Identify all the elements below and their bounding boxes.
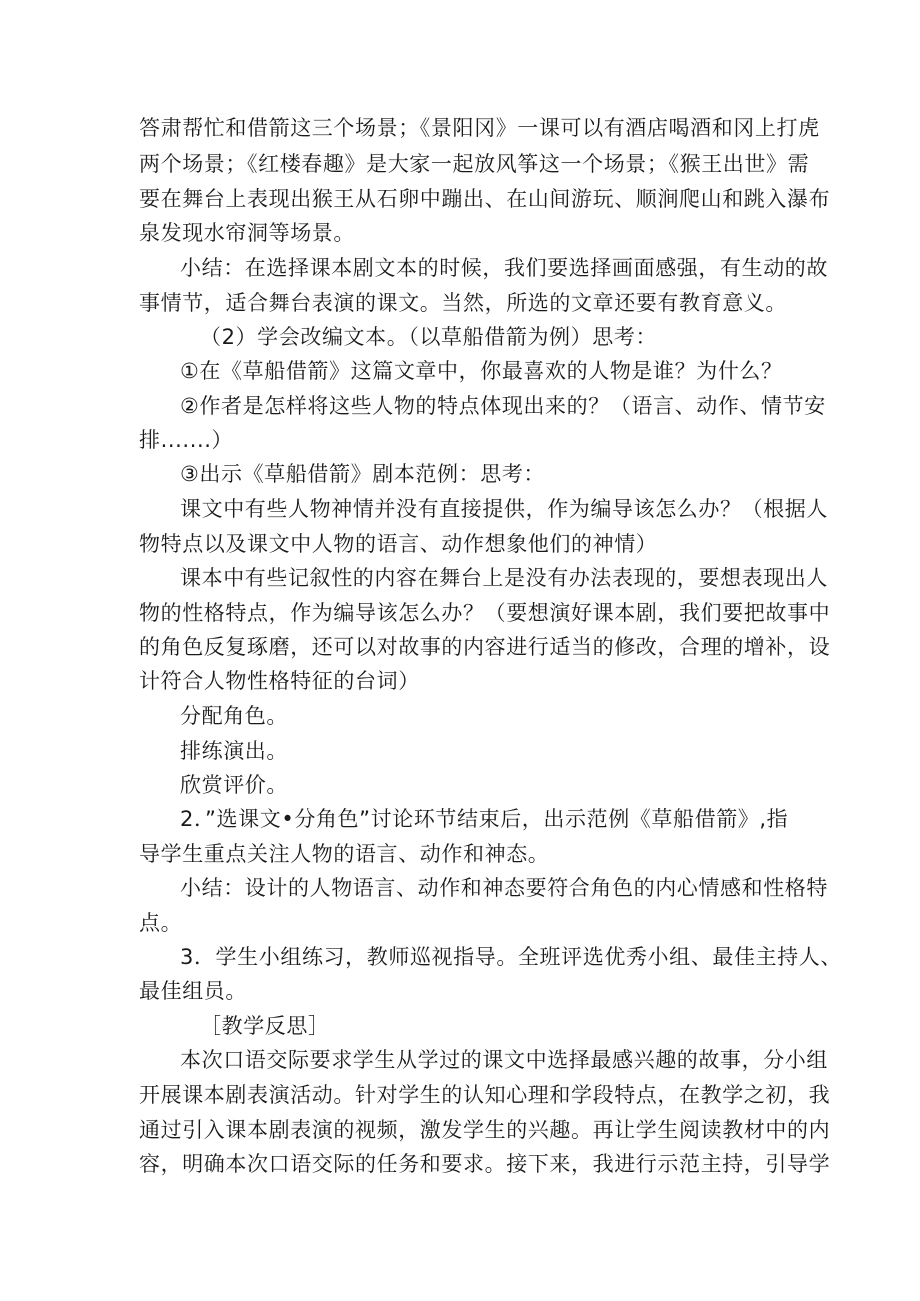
text-line: 要在舞台上表现出猴王从石卵中蹦出、在山间游玩、顺涧爬山和跳入瀑布 xyxy=(139,187,831,211)
text-line: 分配角色。 xyxy=(180,704,288,728)
text-line: 的角色反复琢磨，还可以对故事的内容进行适当的修改，合理的增补，设 xyxy=(139,635,831,659)
text-line: 点。 xyxy=(139,911,183,935)
text-line: 计符合人物性格特征的台词） xyxy=(139,669,420,693)
text-line: 答肃帮忙和借箭这三个场景；《景阳冈》一课可以有酒店喝酒和冈上打虎 xyxy=(139,116,820,140)
text-line: 开展课本剧表演活动。针对学生的认知心理和学段特点，在教学之初，我 xyxy=(139,1083,831,1107)
text-line: ③出示《草船借箭》剧本范例：思考： xyxy=(180,462,546,486)
text-line: 3．学生小组练习，教师巡视指导。全班评选优秀小组、最佳主持人、 xyxy=(180,945,842,969)
text-line: （2）学会改编文本。（以草船借箭为例）思考： xyxy=(200,325,658,349)
text-line: 小结：设计的人物语言、动作和神态要符合角色的内心情感和性格特 xyxy=(180,876,828,900)
section-heading: ［教学反思］ xyxy=(200,1014,330,1038)
text-line: ①在《草船借箭》这篇文章中，你最喜欢的人物是谁？为什么？ xyxy=(180,359,783,383)
text-line: 泉发现水帘洞等场景。 xyxy=(139,221,355,245)
text-line: 欣赏评价。 xyxy=(180,773,288,797)
text-line: 容，明确本次口语交际的任务和要求。接下来，我进行示范主持，引导学 xyxy=(139,1152,831,1176)
text-line: 2．”选课文•分角色”讨论环节结束后，出示范例《草船借箭》,指 xyxy=(180,807,789,831)
text-line: ②作者是怎样将这些人物的特点体现出来的？（语言、动作、情节安 xyxy=(180,394,826,418)
text-line: 导学生重点关注人物的语言、动作和神态。 xyxy=(139,842,550,866)
text-line: 课文中有些人物神情并没有直接提供，作为编导该怎么办？（根据人 xyxy=(180,497,828,521)
text-line: 事情节，适合舞台表演的课文。当然，所选的文章还要有教育意义。 xyxy=(139,291,787,315)
text-line: 最佳组员。 xyxy=(139,979,247,1003)
text-line: 排练演出。 xyxy=(180,739,288,763)
text-line: 物的性格特点，作为编导该怎么办？（要想演好课本剧，我们要把故事中 xyxy=(139,601,831,625)
text-line: 本次口语交际要求学生从学过的课文中选择最感兴趣的故事，分小组 xyxy=(180,1048,828,1072)
text-line: 课本中有些记叙性的内容在舞台上是没有办法表现的，要想表现出人 xyxy=(180,566,828,590)
text-line: 排.......） xyxy=(139,428,234,452)
text-line: 两个场景；《红楼春趣》是大家一起放风筝这一个场景；《猴王出世》需 xyxy=(139,152,810,176)
text-line: 小结：在选择课本剧文本的时候，我们要选择画面感强，有生动的故 xyxy=(180,256,828,280)
text-line: 通过引入课本剧表演的视频，激发学生的兴趣。再让学生阅读教材中的内 xyxy=(139,1118,831,1142)
text-line: 物特点以及课文中人物的语言、动作想象他们的神情） xyxy=(139,532,658,556)
